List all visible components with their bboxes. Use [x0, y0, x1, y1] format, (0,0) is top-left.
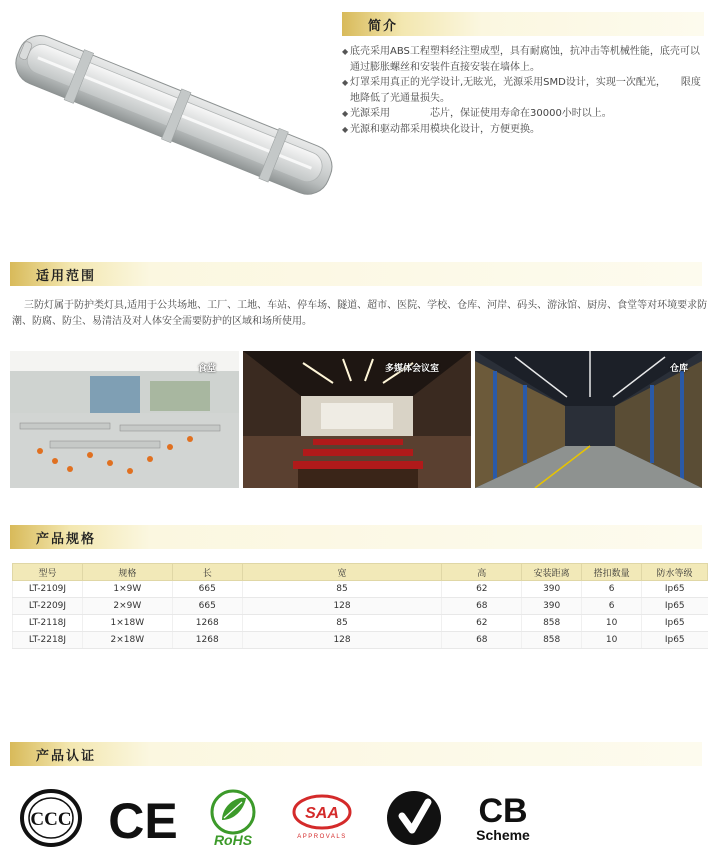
bullet-icon: ◆: [342, 124, 349, 134]
table-header: 高: [442, 564, 522, 581]
intro-item: ◆ 灯罩采用真正的光学设计,无眩光，光源采用SMD设计，实现一次配光， 限度地降低了光通量损失。: [342, 77, 701, 104]
table-cell: 68: [442, 598, 522, 615]
bullet-icon: ◆: [342, 109, 349, 118]
table-cell: LT-2118J: [13, 615, 83, 632]
table-header-row: [13, 564, 708, 581]
photo-canteen: [10, 351, 239, 488]
table-cell: LT-2109J: [13, 581, 83, 598]
table-cell: 85: [242, 581, 442, 598]
bullet-icon: ◆: [342, 47, 349, 56]
certification-logos: [0, 788, 720, 848]
table-cell: 62: [442, 615, 522, 632]
table-cell: 665: [172, 581, 242, 598]
intro-item: ◆ 光源和驱动都采用模块化设计，方便更换。: [342, 122, 704, 138]
scope-title: 适用范围: [36, 268, 97, 284]
table-cell: 10: [582, 615, 642, 632]
table-cell: 128: [242, 632, 442, 649]
table-cell: 1268: [172, 615, 242, 632]
ce-logo-icon: [108, 788, 178, 848]
table-header: 规格: [82, 564, 172, 581]
table-header: 长: [172, 564, 242, 581]
photo-meeting-room: [243, 351, 471, 488]
table-cell: 390: [522, 598, 582, 615]
table-header: 搭扣数量: [582, 564, 642, 581]
spec-section-bar: [10, 525, 702, 549]
table-cell: 68: [442, 632, 522, 649]
table-cell: 10: [582, 632, 642, 649]
svg-text:CCC: CCC: [30, 809, 72, 830]
intro-list: [342, 44, 704, 137]
ccc-logo-icon: [20, 788, 82, 848]
table-cell: LT-2209J: [13, 598, 83, 615]
table-cell: 390: [522, 581, 582, 598]
table-cell: 6: [582, 598, 642, 615]
table-header: 安装距离: [522, 564, 582, 581]
photo-label: 仓库: [670, 364, 689, 374]
svg-text:CE: CE: [108, 793, 178, 848]
table-cell: 2×18W: [82, 632, 172, 649]
c-tick-logo-icon: [384, 788, 444, 848]
cert-title: 产品认证: [36, 748, 97, 764]
photo-label: 多媒体会议室: [385, 364, 440, 374]
scope-section-bar: [10, 262, 702, 286]
table-cell: 858: [522, 632, 582, 649]
intro-item: ◆ 底壳采用ABS工程塑料经注塑成型，具有耐腐蚀，抗冲击等机械性能，底壳可以通过膨胀螺丝和安装件直接安装在墙体上。: [342, 46, 700, 73]
table-row: [13, 581, 708, 598]
table-cell: 2×9W: [82, 598, 172, 615]
cert-section-bar: [10, 742, 702, 766]
photo-label: 食堂: [198, 364, 217, 374]
photo-warehouse: [475, 351, 702, 488]
intro-title: 简介: [368, 18, 399, 34]
table-header: 型号: [13, 564, 83, 581]
table-cell: Ip65: [642, 581, 708, 598]
scope-description: 三防灯属于防护类灯具,适用于公共场地、工厂、工地、车站、停车场、隧道、超市、医院、学校、仓库、河岸、码头、游泳馆、厨房、食堂等对环境要求防潮、防腐、防尘、易清洁及对人体安全需要防护的区域和场所使用。: [12, 300, 708, 327]
table-cell: LT-2218J: [13, 632, 83, 649]
rohs-logo-icon: [200, 788, 266, 848]
table-row: [13, 632, 708, 649]
svg-text:RoHS: RoHS: [213, 832, 253, 848]
table-cell: Ip65: [642, 615, 708, 632]
svg-text:APPROVALS: APPROVALS: [297, 834, 347, 840]
table-cell: Ip65: [642, 632, 708, 649]
spec-table: [12, 563, 708, 649]
cb-scheme-logo-icon: [470, 788, 540, 848]
table-header: 宽: [242, 564, 442, 581]
table-cell: 665: [172, 598, 242, 615]
svg-text:CB: CB: [478, 792, 528, 830]
spec-title: 产品规格: [36, 531, 97, 547]
table-cell: 62: [442, 581, 522, 598]
svg-text:Scheme: Scheme: [476, 827, 530, 843]
intro-section-bar: [342, 12, 704, 36]
table-header: 防水等级: [642, 564, 708, 581]
bullet-icon: ◆: [342, 78, 349, 87]
saa-logo-icon: [286, 788, 358, 848]
table-cell: Ip65: [642, 598, 708, 615]
scene-photos: [10, 351, 702, 488]
table-row: [13, 615, 708, 632]
intro-item: ◆ 光源采用 芯片，保证使用寿命在30000小时以上。: [342, 106, 704, 122]
table-cell: 1×18W: [82, 615, 172, 632]
product-image: [6, 28, 341, 203]
table-cell: 1268: [172, 632, 242, 649]
svg-text:SAA: SAA: [305, 805, 339, 822]
table-row: [13, 598, 708, 615]
table-cell: 858: [522, 615, 582, 632]
table-cell: 128: [242, 598, 442, 615]
table-cell: 85: [242, 615, 442, 632]
table-cell: 1×9W: [82, 581, 172, 598]
table-cell: 6: [582, 581, 642, 598]
